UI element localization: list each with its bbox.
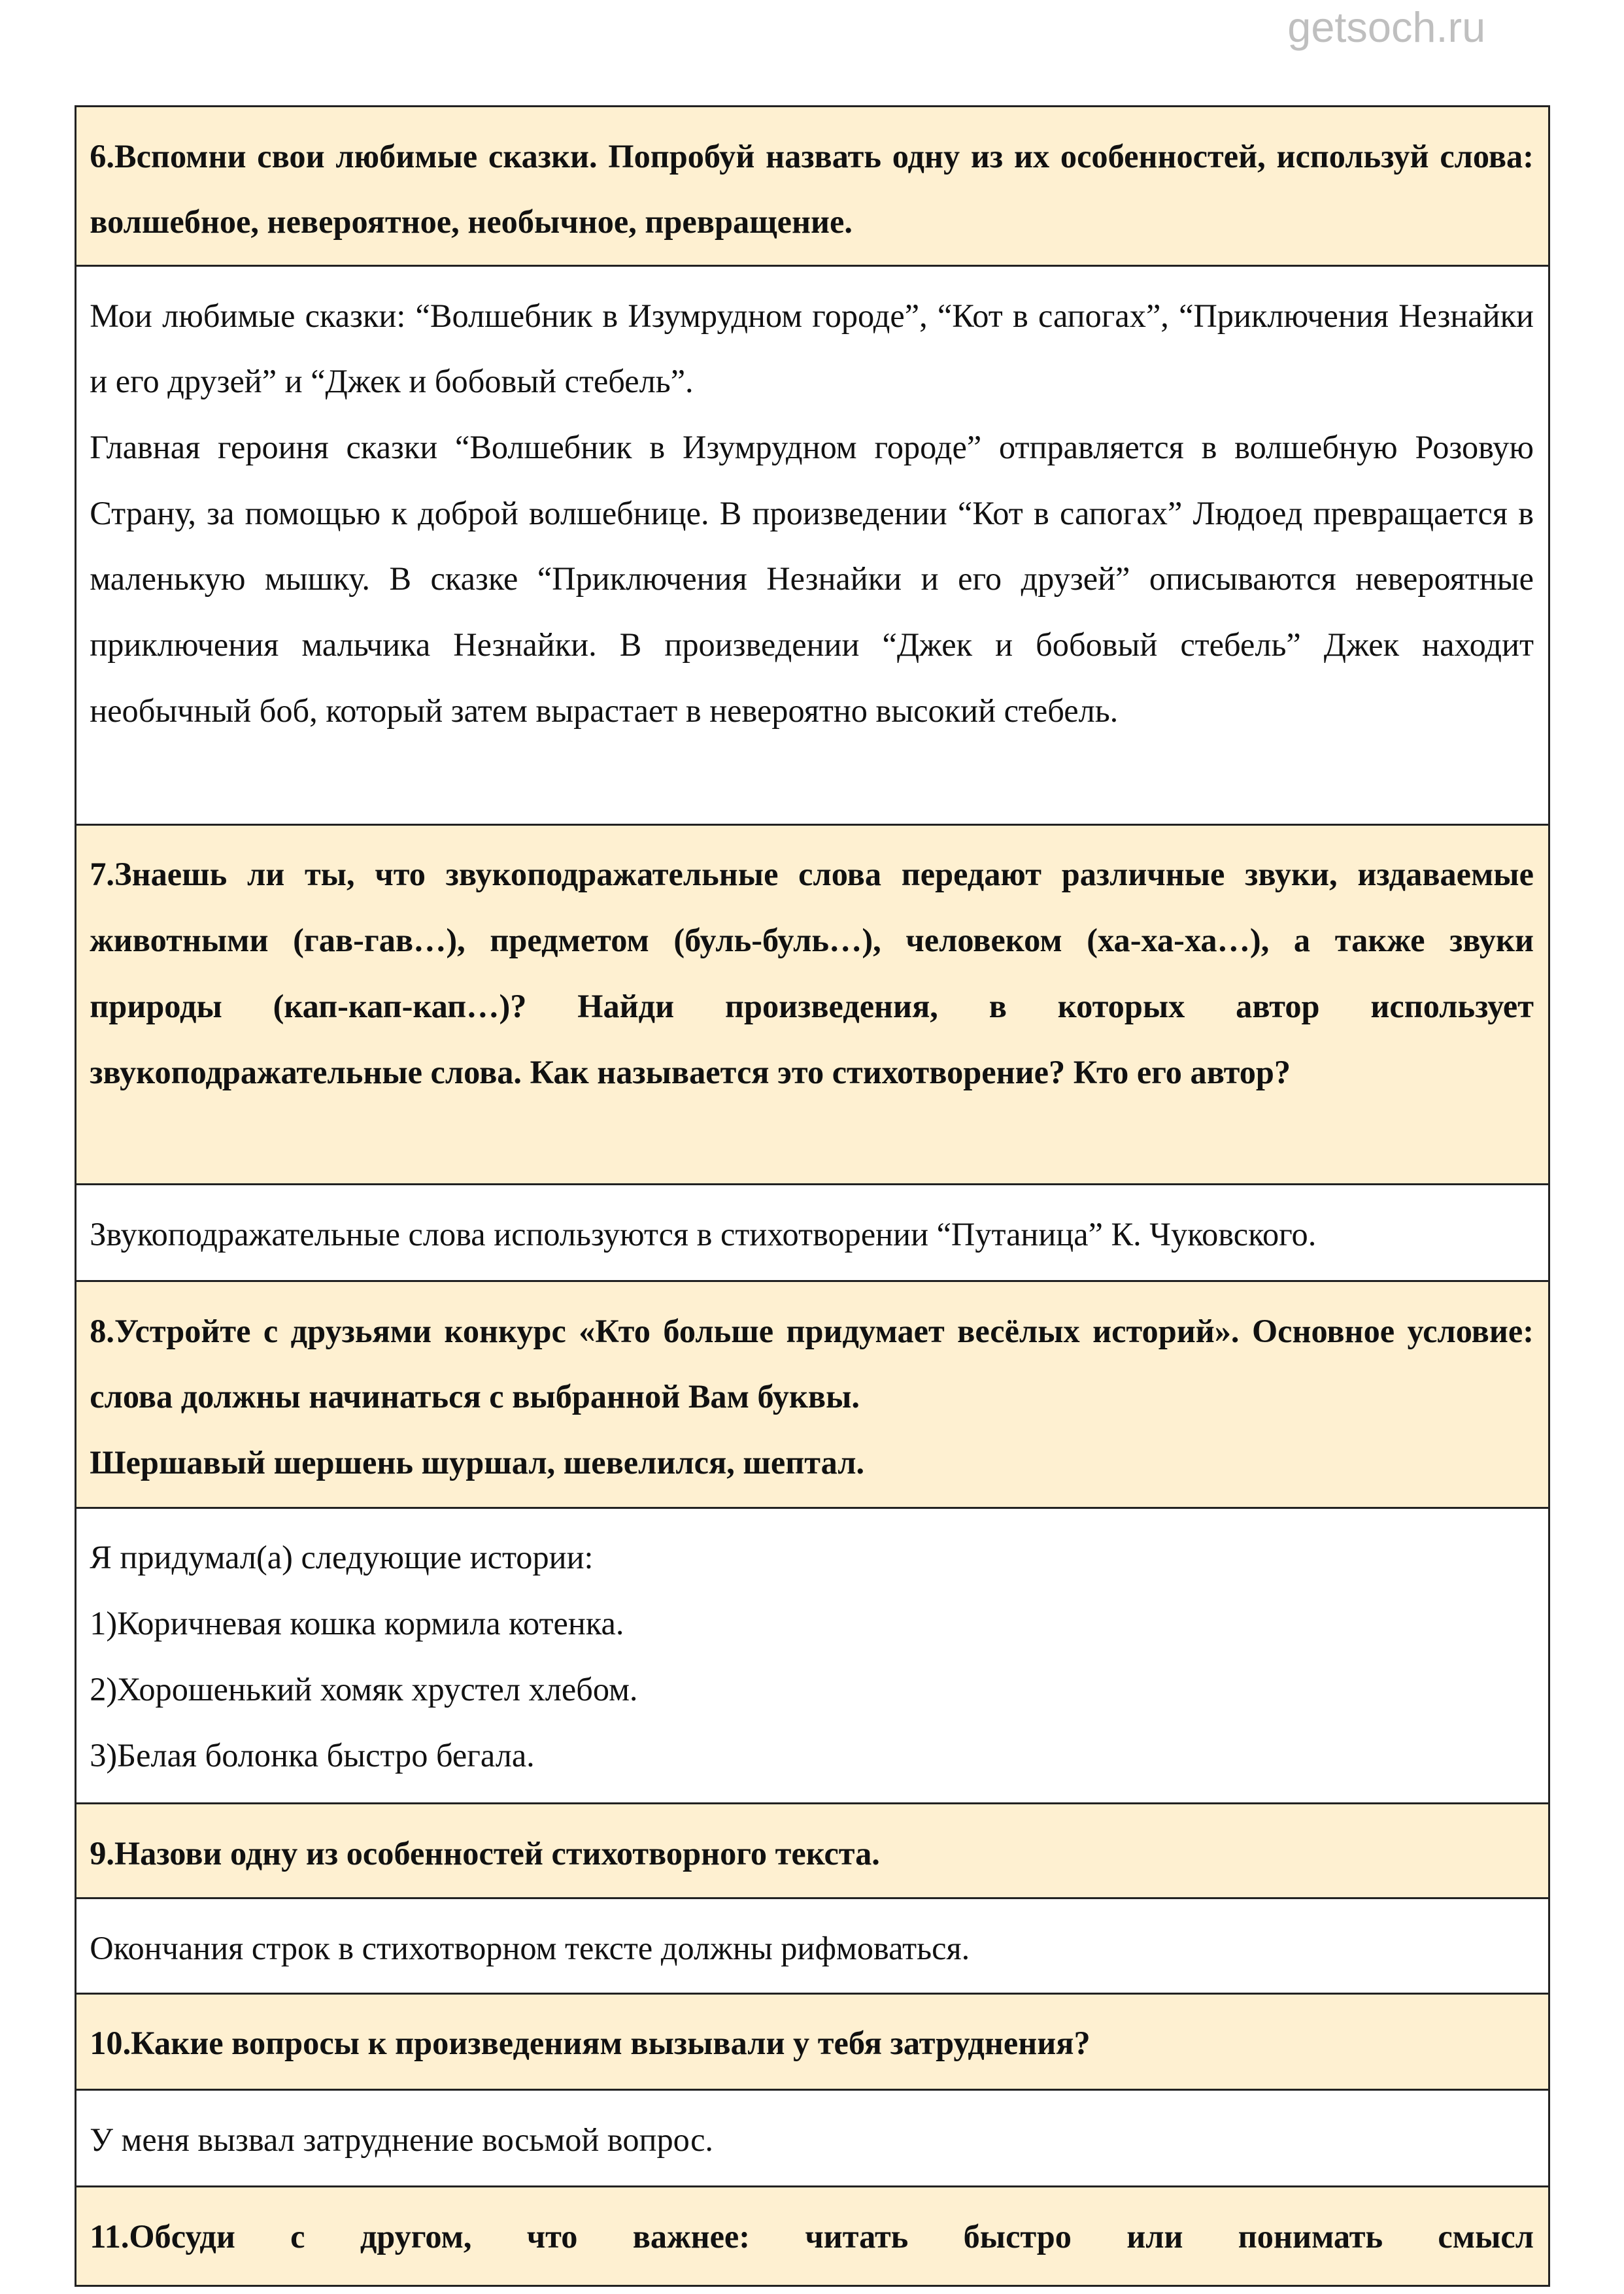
question-6 bbox=[76, 107, 1548, 267]
question-text: 9.Назови одну из особенностей стихотворного текста. bbox=[90, 1834, 880, 1872]
answer-text: Главная героиня сказки “Волшебник в Изумрудном городе” отправляется в волшебную Розовую Страну, за помощью к доброй волшебнице. В произведении “Кот в сапогах” Людоед превращается в маленькую мышку. В сказке “Приключения Незнайки и его друзей” описываются невероятные приключения мальчика Незнайки. В произведении “Джек и бобовый стебель” Джек находит необычный боб, который затем вырастает в невероятно высокий стебель. bbox=[90, 429, 1534, 729]
answer-10 bbox=[76, 2091, 1548, 2187]
question-8 bbox=[76, 1282, 1548, 1509]
answer-8 bbox=[76, 1509, 1548, 1804]
question-10 bbox=[76, 1995, 1548, 2091]
question-text: 8.Устройте с друзьями конкурс «Кто больше придумает весёлых историй». Основное условие: слова должны начинаться с выбранной Вам буквы. bbox=[90, 1312, 1534, 1415]
qa-table bbox=[75, 105, 1550, 2287]
answer-9 bbox=[76, 1899, 1548, 1994]
answer-6 bbox=[76, 267, 1548, 826]
question-text: 11.Обсуди с другом, что важнее: читать быстро или понимать смысл bbox=[90, 2218, 1534, 2255]
question-9 bbox=[76, 1804, 1548, 1899]
question-7 bbox=[76, 826, 1548, 1185]
answer-7 bbox=[76, 1185, 1548, 1282]
answer-item: 1)Коричневая кошка кормила котенка. bbox=[90, 1605, 624, 1642]
question-text: 10.Какие вопросы к произведениям вызывали у тебя затруднения? bbox=[90, 2025, 1091, 2062]
answer-text: Окончания строк в стихотворном тексте должны рифмоваться. bbox=[90, 1929, 970, 1966]
question-text: 6.Вспомни свои любимые сказки. Попробуй назвать одну из их особенностей, используй слова: волшебное, невероятное, необычное, превращение. bbox=[90, 137, 1534, 241]
question-text: 7.Знаешь ли ты, что звукоподражательные слова передают различные звуки, издаваемые животными (гав-гав…), предметом (буль-буль…), человеком (ха-ха-ха…), а также звуки природы (кап-кап-кап…)? Найди произведения, в которых автор использует звукоподражательные слова. Как называется это стихотворение? Кто его автор? bbox=[90, 856, 1534, 1090]
question-example: Шершавый шершень шуршал, шевелился, шептал. bbox=[90, 1444, 865, 1481]
answer-text: Звукоподражательные слова используются в стихотворении “Путаница” К. Чуковского. bbox=[90, 1215, 1317, 1253]
answer-text: Я придумал(а) следующие истории: bbox=[90, 1539, 594, 1576]
answer-item: 3)Белая болонка быстро бегала. bbox=[90, 1736, 535, 1774]
question-11 bbox=[76, 2187, 1548, 2287]
answer-item: 2)Хорошенький хомяк хрустел хлебом. bbox=[90, 1670, 638, 1708]
answer-text: У меня вызвал затруднение восьмой вопрос. bbox=[90, 2121, 714, 2159]
watermark: getsoch.ru bbox=[1287, 3, 1486, 52]
answer-text: Мои любимые сказки: “Волшебник в Изумрудном городе”, “Кот в сапогах”, “Приключения Незнайки и его друзей” и “Джек и бобовый стебель”. bbox=[90, 297, 1534, 400]
